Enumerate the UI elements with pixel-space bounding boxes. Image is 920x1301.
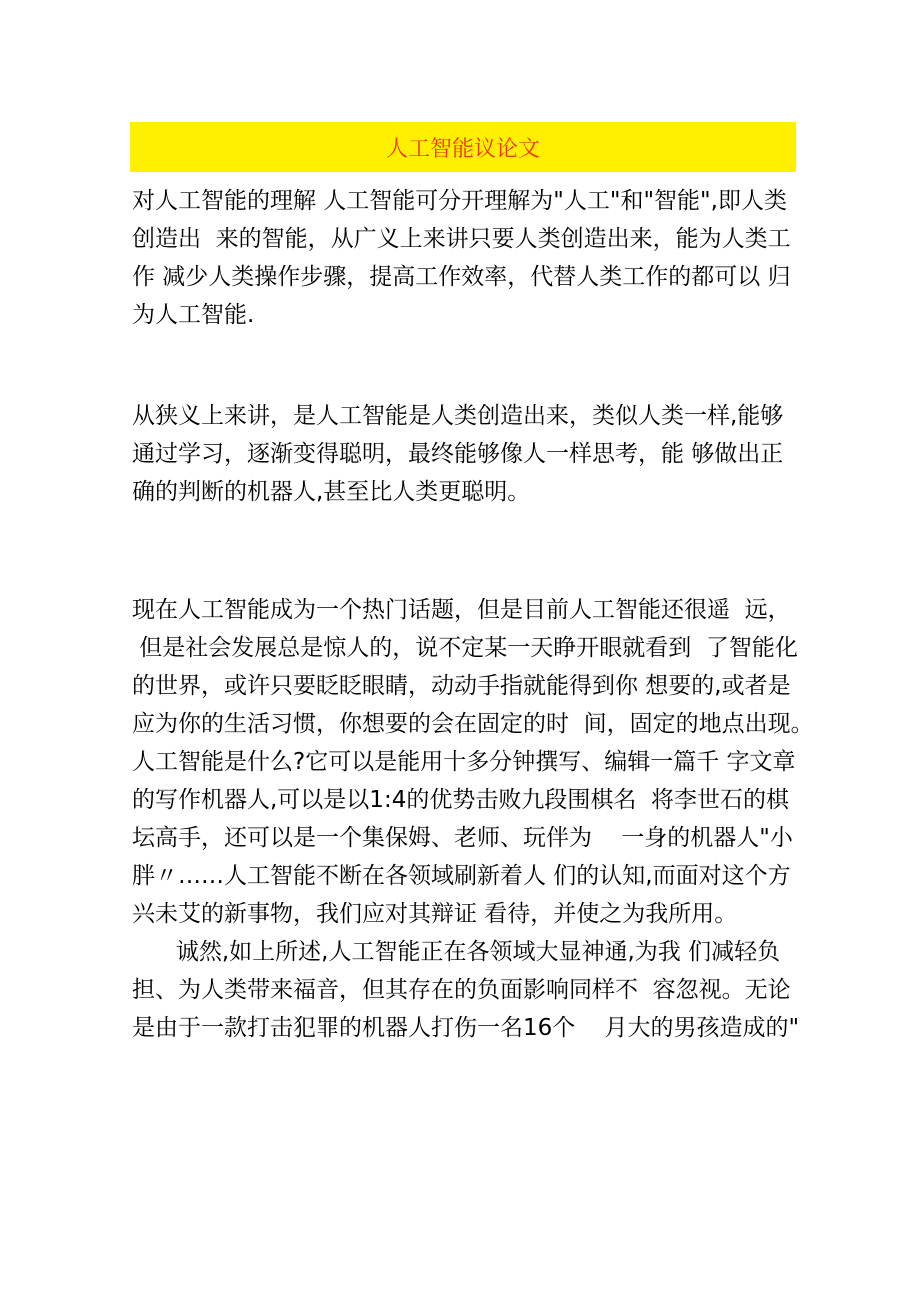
document-title: 人工智能议论文: [385, 136, 540, 162]
text-line: 为人工智能.: [132, 302, 255, 328]
text-line: 担、为人类带来福音，但其存在的负面影响同样不 容忽视。无论: [132, 977, 791, 1003]
text-line: 的写作机器人,可以是以1:4的优势击败九段围棋名 将李世石的棋: [132, 787, 789, 813]
paragraph-3: [132, 591, 814, 1047]
text-line: 坛高手，还可以是一个集保姆、老师、玩伴为 一身的机器人"小: [132, 825, 793, 851]
text-line: 的世界，或许只要眨眨眼睛，动动手指就能得到你 想要的,或者是: [132, 673, 791, 699]
text-line: 现在人工智能成为一个热门话题，但是目前人工智能还很遥 远，: [132, 597, 791, 623]
text-line: 应为你的生活习惯，你想要的会在固定的时 间，固定的地点出现。: [132, 711, 814, 737]
paragraph-1: [132, 182, 800, 334]
text-line: 人工智能是什么?它可以是能用十多分钟撰写、编辑一篇千 字文章: [132, 749, 796, 775]
title-banner: [130, 122, 796, 172]
text-line: 作 减少人类操作步骤，提高工作效率，代替人类工作的都可以 归: [132, 264, 791, 290]
paragraph-2: [132, 397, 800, 511]
text-line: 从狭义上来讲，是人工智能是人类创造出来，类似人类一样,能够: [132, 403, 784, 429]
text-line: 诚然,如上所述,人工智能正在各领域大显神通,为我 们减轻负: [132, 939, 781, 965]
text-line: 创造出 来的智能，从广义上来讲只要人类创造出来，能为人类工: [132, 226, 791, 252]
text-line: 兴未艾的新事物，我们应对其辩证 看待，并使之为我所用。: [132, 901, 738, 927]
text-line: 胖〃……人工智能不断在各领域刷新着人 们的认知,而面对这个方: [132, 863, 791, 889]
text-line: 对人工智能的理解 人工智能可分开理解为"人工"和"智能",即人类: [132, 188, 787, 214]
text-line: 是由于一款打击犯罪的机器人打伤一名16个 月大的男孩造成的": [132, 1015, 800, 1041]
text-line: 但是社会发展总是惊人的，说不定某一天睁开眼就看到 了智能化: [132, 635, 798, 661]
text-line: 确的判断的机器人,甚至比人类更聪明。: [132, 479, 531, 505]
text-line: 通过学习，逐渐变得聪明，最终能够像人一样思考，能 够做出正: [132, 441, 784, 467]
